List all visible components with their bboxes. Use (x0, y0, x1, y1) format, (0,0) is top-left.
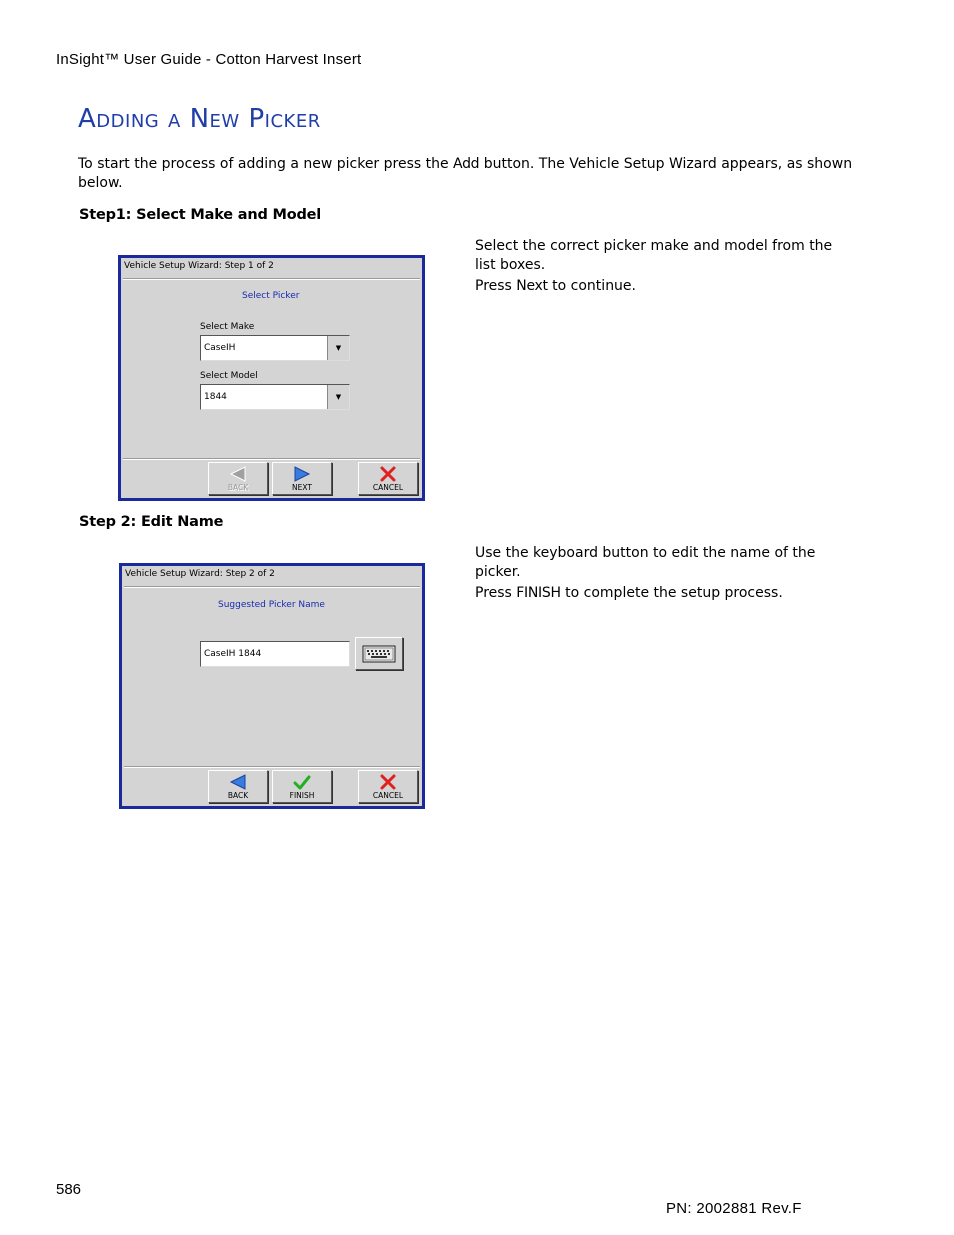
finish-button[interactable] (272, 770, 332, 803)
select-picker-caption: Select Picker (242, 291, 300, 301)
model-select[interactable] (200, 384, 350, 410)
back-arrow-icon (229, 774, 247, 790)
intro-keyword-add: Add (453, 156, 480, 172)
button-bar-divider (123, 458, 420, 460)
next-arrow-icon (293, 466, 311, 482)
step1-text2-after: to continue. (547, 278, 636, 294)
step2-heading: Step 2: Edit Name (79, 514, 224, 530)
keyboard-button[interactable] (355, 637, 403, 670)
back-arrow-icon (229, 466, 247, 482)
wizard-step2-title: Vehicle Setup Wizard: Step 2 of 2 (125, 569, 275, 579)
step1-text2 (475, 277, 835, 296)
step2-text2-after: to complete the setup process. (560, 585, 783, 601)
step1-keyword-next: Next (516, 278, 548, 294)
part-number: PN: 2002881 Rev.F (666, 1200, 802, 1217)
running-header: InSight™ User Guide - Cotton Harvest Insert (56, 51, 362, 68)
cancel-button[interactable] (358, 462, 418, 495)
button-bar-divider (124, 766, 420, 768)
checkmark-icon (293, 774, 311, 790)
keyboard-icon (362, 645, 396, 663)
step1-heading: Step1: Select Make and Model (79, 207, 322, 223)
intro-text-before: To start the process of adding a new picker press the (78, 156, 454, 172)
model-select-value: 1844 (204, 392, 227, 402)
cancel-button-label: CANCEL (372, 791, 404, 800)
back-button[interactable] (208, 462, 268, 495)
cancel-button[interactable] (358, 770, 418, 803)
wizard-step1-dialog (118, 255, 425, 501)
close-icon (380, 466, 396, 482)
step2-description (475, 544, 835, 605)
step2-text2-before: Press (475, 585, 517, 601)
picker-name-field[interactable] (200, 641, 350, 667)
step1-description (475, 237, 835, 298)
intro-text-after: button. The Vehicle Setup Wizard appears, as shown below. (78, 156, 853, 191)
page-number: 586 (56, 1181, 82, 1198)
chevron-down-icon[interactable]: ▼ (327, 385, 349, 409)
intro-paragraph (78, 155, 858, 193)
select-model-label: Select Model (200, 371, 258, 381)
chevron-down-icon[interactable]: ▼ (327, 336, 349, 360)
back-button-label: BACK (227, 483, 249, 492)
title-divider (123, 278, 420, 280)
make-select-value: CaseIH (204, 343, 236, 353)
section-title: Adding a New Picker (78, 104, 321, 134)
step1-text1: Select the correct picker make and model from the list boxes. (475, 238, 833, 273)
back-button-label: BACK (227, 791, 249, 800)
suggested-name-caption: Suggested Picker Name (218, 600, 325, 610)
make-select[interactable] (200, 335, 350, 361)
wizard-step2-dialog (119, 563, 425, 809)
title-divider (124, 586, 420, 588)
step2-keyword-finish: FINISH (516, 585, 561, 601)
finish-button-label: FINISH (289, 791, 315, 800)
next-button-label: NEXT (292, 483, 312, 492)
step2-text2 (475, 584, 835, 603)
wizard-step1-title: Vehicle Setup Wizard: Step 1 of 2 (124, 261, 274, 271)
step2-text1: Use the keyboard button to edit the name of the picker. (475, 545, 816, 580)
back-button[interactable] (208, 770, 268, 803)
next-button[interactable] (272, 462, 332, 495)
close-icon (380, 774, 396, 790)
select-make-label: Select Make (200, 322, 255, 332)
picker-name-value: CaseIH 1844 (204, 649, 262, 659)
step1-text2-before: Press (475, 278, 517, 294)
cancel-button-label: CANCEL (372, 483, 404, 492)
